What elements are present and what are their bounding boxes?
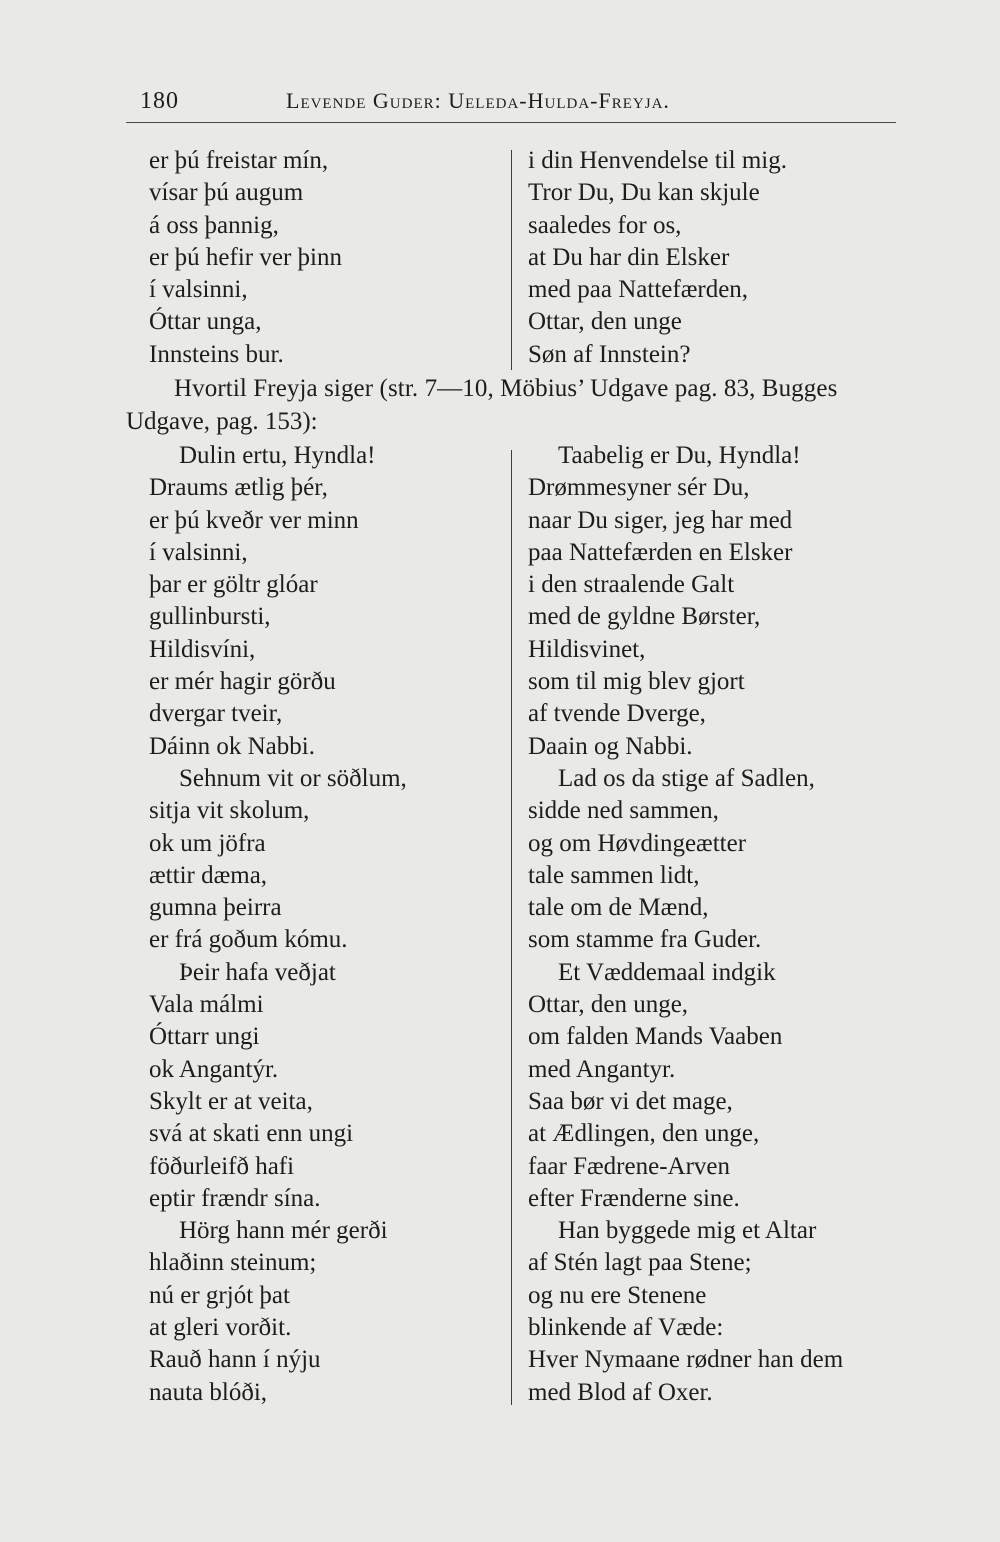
- verse-line: Óttar unga,: [149, 308, 262, 336]
- verse-line: Drømmesyner sér Du,: [528, 474, 750, 502]
- verse-line: Hildisvinet,: [528, 635, 646, 663]
- verse-line: dvergar tveir,: [149, 700, 283, 728]
- verse-line: og om Høvdingeætter: [528, 829, 747, 857]
- verse-line: tale om de Mænd,: [528, 894, 709, 922]
- verse-line: Ottar, den unge: [528, 308, 682, 336]
- verse-line: er mér hagir görðu: [149, 668, 336, 696]
- verse-line: Þeir hafa veðjat: [179, 958, 336, 986]
- verse-line: Rauð hann í nýju: [149, 1346, 321, 1374]
- verse-line: er þú freistar mín,: [149, 147, 329, 174]
- running-title: Levende Guder: Ueleda-Hulda-Freyja.: [286, 88, 670, 113]
- verse-line: faar Fædrene-Arven: [528, 1152, 730, 1180]
- verse-line: svá at skati enn ungi: [149, 1120, 354, 1148]
- verse-line: á oss þannig,: [149, 211, 279, 239]
- verse-line: Søn af Innstein?: [528, 340, 691, 368]
- verse-line: þar er göltr glóar: [149, 571, 318, 599]
- header-rule: [126, 122, 896, 123]
- verse-line: nú er grjót þat: [149, 1281, 290, 1309]
- danish-column-1: [528, 145, 787, 371]
- verse-line: med Angantyr.: [528, 1055, 676, 1083]
- verse-line: at Ædlingen, den unge,: [528, 1120, 760, 1148]
- verse-line: Sehnum vit or söðlum,: [179, 764, 407, 792]
- prose-line-1: Hvortil Freyja siger (str. 7—10, Möbius’ Udgave pag. 83, Bugges: [174, 375, 838, 402]
- verse-line: med Blod af Oxer.: [528, 1378, 713, 1406]
- verse-line: med paa Nattefærden,: [528, 276, 749, 304]
- verse-line: Et Væddemaal indgik: [558, 958, 776, 986]
- danish-column-2: [528, 440, 843, 1409]
- verse-line: vísar þú augum: [149, 179, 304, 207]
- verse-line: om falden Mands Vaaben: [528, 1023, 783, 1051]
- verse-line: Draums ætlig þér,: [149, 474, 328, 502]
- verse-line: í valsinni,: [149, 538, 248, 566]
- verse-line: Hildisvíni,: [149, 635, 256, 663]
- page-number: 180: [140, 88, 179, 114]
- verse-line: Ottar, den unge,: [528, 991, 689, 1019]
- column-divider: [511, 150, 512, 370]
- old-norse-column-2: [149, 440, 407, 1409]
- verse-line: ok um jöfra: [149, 829, 266, 857]
- verse-line: Taabelig er Du, Hyndla!: [558, 442, 801, 469]
- verse-line: eptir frændr sína.: [149, 1184, 321, 1212]
- verse-line: blinkende af Væde:: [528, 1314, 724, 1342]
- verse-line: saaledes for os,: [528, 211, 682, 239]
- verse-line: i din Henvendelse til mig.: [528, 147, 787, 174]
- verse-line: Lad os da stige af Sadlen,: [558, 764, 815, 792]
- verse-line: Saa bør vi det mage,: [528, 1087, 733, 1115]
- verse-line: som til mig blev gjort: [528, 668, 745, 696]
- verse-line: gullinbursti,: [149, 603, 271, 631]
- verse-line: at gleri vorðit.: [149, 1314, 292, 1342]
- verse-line: efter Frænderne sine.: [528, 1184, 740, 1212]
- verse-line: som stamme fra Guder.: [528, 926, 762, 954]
- verse-line: sidde ned sammen,: [528, 797, 719, 825]
- verse-line: i den straalende Galt: [528, 571, 735, 599]
- verse-line: ok Angantýr.: [149, 1055, 279, 1083]
- verse-line: Daain og Nabbi.: [528, 732, 693, 760]
- verse-line: ættir dæma,: [149, 861, 268, 889]
- verse-line: Dáinn ok Nabbi.: [149, 732, 315, 760]
- verse-line: paa Nattefærden en Elsker: [528, 538, 793, 566]
- verse-line: Han byggede mig et Altar: [558, 1217, 817, 1245]
- verse-line: Dulin ertu, Hyndla!: [179, 442, 376, 469]
- verse-line: er þú hefir ver þinn: [149, 243, 342, 271]
- verse-line: Skylt er at veita,: [149, 1087, 313, 1115]
- verse-line: at Du har din Elsker: [528, 243, 730, 271]
- page-header: [126, 88, 896, 120]
- column-divider: [511, 450, 512, 1405]
- verse-line: föðurleifð hafi: [149, 1152, 295, 1180]
- verse-line: í valsinni,: [149, 276, 248, 304]
- verse-line: Hver Nymaane rødner han dem: [528, 1346, 844, 1374]
- prose-line-2: Udgave, pag. 153):: [126, 408, 318, 435]
- verse-line: er þú kveðr ver minn: [149, 506, 359, 534]
- verse-line: naar Du siger, jeg har med: [528, 506, 793, 534]
- verse-line: af tvende Dverge,: [528, 700, 706, 728]
- verse-line: Innsteins bur.: [149, 340, 284, 368]
- verse-line: tale sammen lidt,: [528, 861, 700, 889]
- verse-line: gumna þeirra: [149, 894, 282, 922]
- verse-line: Vala málmi: [149, 991, 264, 1019]
- verse-line: Óttarr ungi: [149, 1023, 260, 1051]
- verse-line: Tror Du, Du kan skjule: [528, 179, 760, 207]
- verse-line: er frá goðum kómu.: [149, 926, 348, 954]
- prose-paragraph: [126, 372, 906, 438]
- verse-line: Hörg hann mér gerði: [179, 1217, 388, 1245]
- verse-line: af Stén lagt paa Stene;: [528, 1249, 752, 1277]
- old-norse-column-1: [149, 145, 342, 371]
- verse-line: hlaðinn steinum;: [149, 1249, 317, 1277]
- verse-line: med de gyldne Børster,: [528, 603, 761, 631]
- verse-line: og nu ere Stenene: [528, 1281, 707, 1309]
- verse-line: nauta blóði,: [149, 1378, 268, 1406]
- verse-line: sitja vit skolum,: [149, 797, 310, 825]
